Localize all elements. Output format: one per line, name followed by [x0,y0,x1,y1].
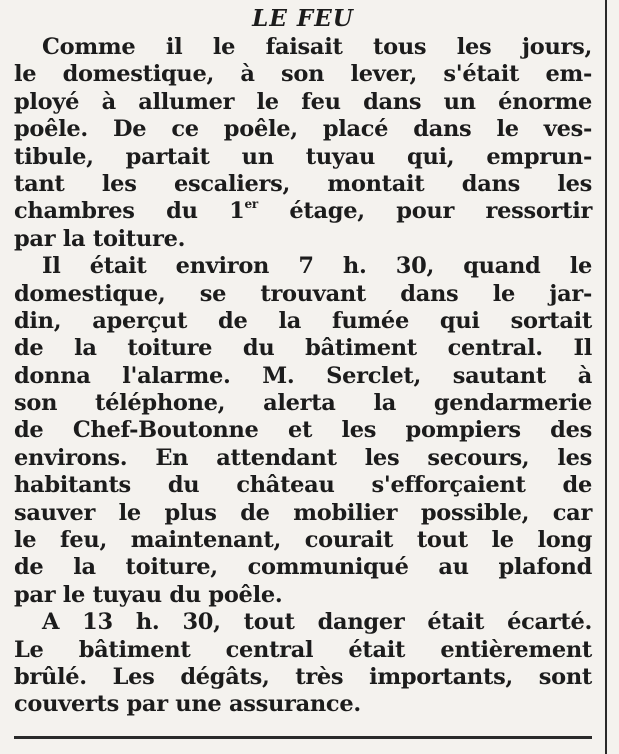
paragraph-1 [14,34,592,253]
text-line: din, aperçut de la fumée qui sortait [14,307,592,334]
text-line: son téléphone, alerta la gendarmerie [14,390,592,417]
column-rule-right [605,0,607,754]
article-title: LE FEU [252,5,354,32]
text-line: par la toiture. [14,225,186,252]
ordinal-superscript: er [244,197,258,212]
paragraph-2 [14,253,592,609]
article-column [14,4,592,750]
text-line: Comme il le faisait tous les jours, [42,34,592,60]
text-line: environs. En attendant les secours, les [14,444,592,471]
text-line: sauver le plus de mobilier possible, car [14,499,592,526]
text-line: donna l'alarme. M. Serclet, sautant à [14,362,592,389]
text-line: brûlé. Les dégâts, très importants, sont [14,663,592,690]
text-line: A 13 h. 30, tout danger était écarté. [42,609,592,636]
text-line: par le tuyau du poêle. [14,581,283,608]
text-line: poêle. De ce poêle, placé dans le ves- [14,116,592,143]
text-line: ployé à allumer le feu dans un énorme [14,88,592,115]
text-line: le domestique, à son lever, s'était em- [14,61,592,88]
text-line: habitants du château s'efforçaient de [14,472,592,499]
text-line: domestique, se trouvant dans le jar- [14,280,592,307]
text-fragment: chambres du 1 [14,198,245,225]
text-line [14,198,592,225]
text-line: tant les escaliers, montait dans les [14,170,592,197]
paragraph-3 [14,609,592,719]
text-line: Le bâtiment central était entièrement [14,636,592,663]
text-line: de la toiture, communiqué au plafond [14,554,592,581]
bottom-rule [14,736,592,739]
text-line: de Chef-Boutonne et les pompiers des [14,417,592,444]
text-line: Il était environ 7 h. 30, quand le [42,253,592,280]
text-line: le feu, maintenant, courait tout le long [14,527,592,554]
text-fragment: étage, pour ressortir [257,198,592,225]
text-line: tibule, partait un tuyau qui, emprun- [14,143,592,170]
text-line: de la toiture du bâtiment central. Il [14,335,592,362]
text-line: couverts par une assurance. [14,691,361,718]
